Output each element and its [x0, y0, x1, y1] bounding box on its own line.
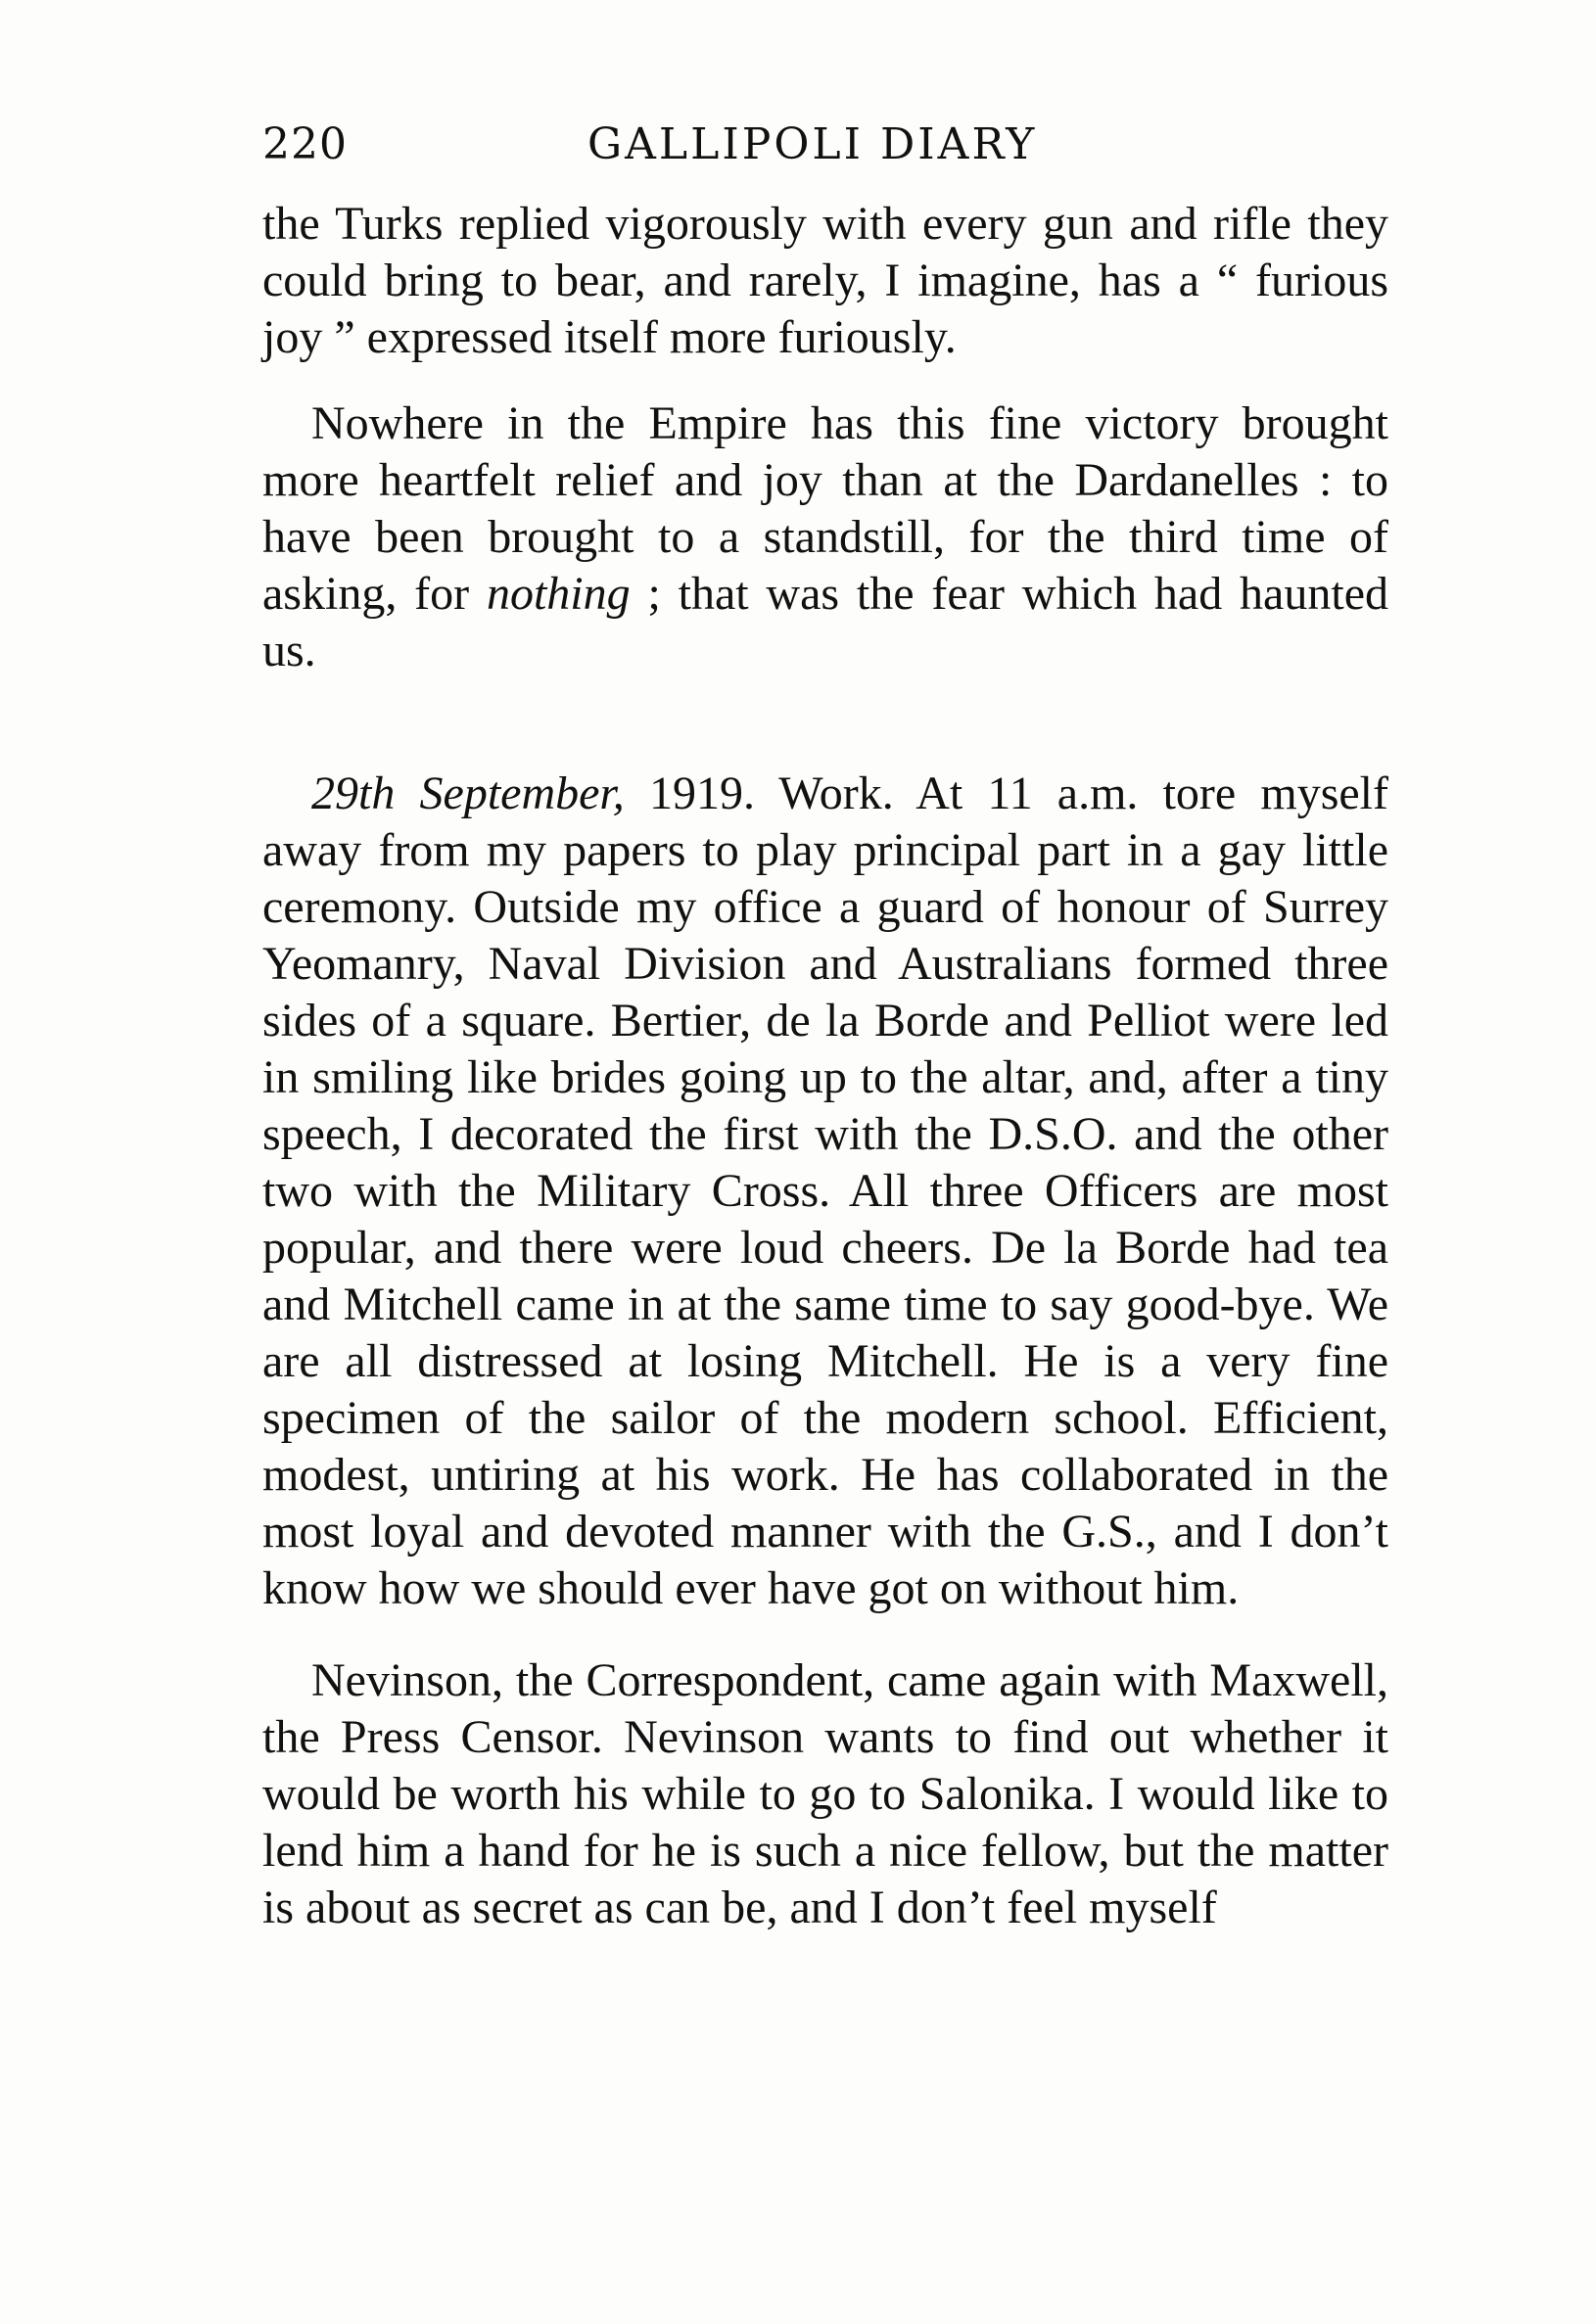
paragraph-nevinson: [262, 1652, 1388, 1936]
paragraph-text: the Turks replied vigorously with every gun and rifle they could bring to bear, and rarely, I imagine, has a “ furious joy ” expressed itself more furiously.: [262, 198, 1388, 363]
entry-date-month: September,: [419, 767, 625, 819]
page-number: 220: [262, 119, 348, 169]
paragraph-nowhere: [262, 395, 1388, 679]
entry-date-day: 29th: [311, 767, 396, 819]
body-text: [262, 196, 1388, 1936]
paragraph-text: Nevinson, the Correspondent, came again with Maxwell, the Press Censor. Nevinson wants to find out whether it would be worth his while to go to Salonika. I would like to lend him a hand for he is such a nice fellow, but the matter is about as secret as can be, and I don’t feel myself: [262, 1654, 1388, 1933]
paragraph-text: ; that was the fear which had haunted us.: [262, 568, 1388, 676]
diary-entry: [262, 766, 1388, 1617]
book-title: GALLIPOLI DIARY: [587, 119, 1038, 169]
italic-word: nothing: [486, 568, 631, 620]
paragraph-continued: [262, 196, 1388, 366]
paragraph-text: 1919. Work. At 11 a.m. tore myself away from my papers to play principal part in a gay little ceremony. Outside my office a guard of honour of Surrey Yeomanry, Naval Division and Australians formed three sides of a square. Bertier, de la Borde and Pelliot were led in smiling like brides going up to the altar, and, after a tiny speech, I decorated the first with the D.S.O. and the other two with the Military Cross. All three Officers are most popular, and there were loud cheers. De la Borde had tea and Mitchell came in at the same time to say good-bye. We are all distressed at losing Mitchell. He is a very fine specimen of the sailor of the modern school. Efficient, modest, untiring at his work. He has collaborated in the most loyal and devoted manner with the G.S., and I don’t know how we should ever have got on without him.: [262, 767, 1388, 1614]
paragraph-text: Nowhere in the Empire has this fine victory brought more heartfelt relief and joy than at the Dardanelles : to have been brought to a standstill, for the third time of asking, for: [262, 397, 1388, 620]
running-head: [262, 116, 1398, 174]
